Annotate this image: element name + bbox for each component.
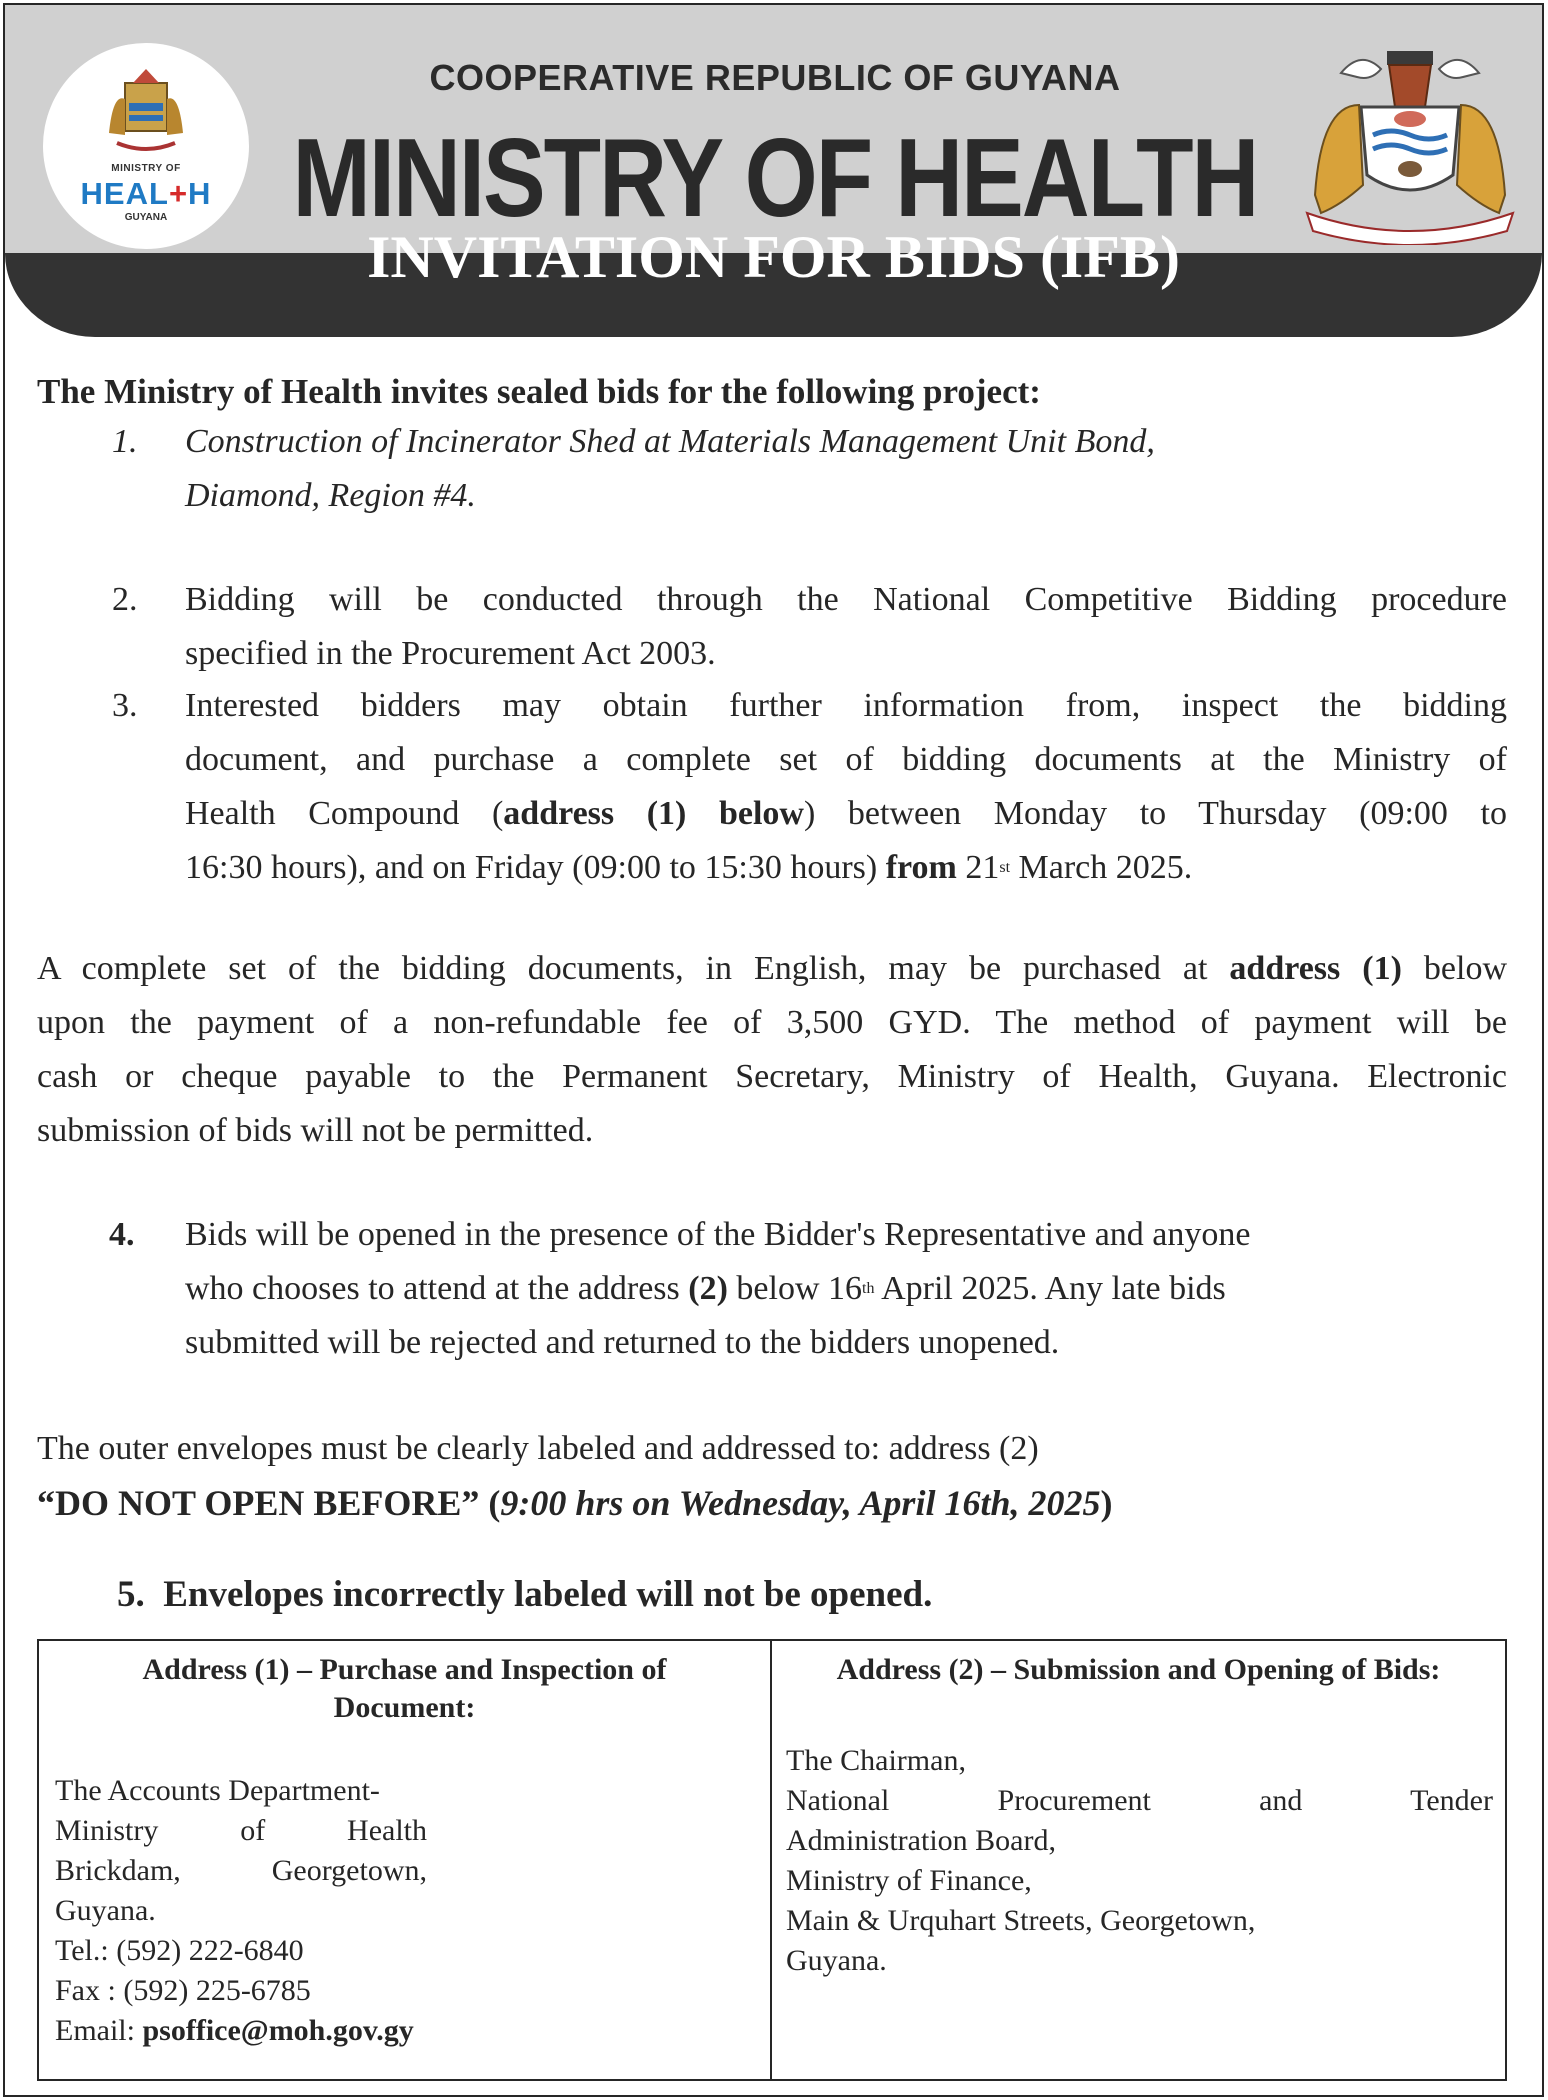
item-1-line-2: Diamond, Region #4. [185,477,476,514]
address-1-heading: Address (1) – Purchase and Inspection of Document: [142,1653,667,1724]
list-number: 2. [112,581,138,618]
address-1-cell [39,1641,772,2079]
do-not-open-label: “DO NOT OPEN BEFORE” [37,1483,480,1523]
list-item-3 [37,679,1507,895]
address-1-line: Guyana. [55,1894,156,1927]
address-1-email-line [55,2011,427,2051]
address-1-lines [55,1771,427,2051]
item-3-date-day: 21 [956,849,1000,886]
address-2-line: The Chairman, [786,1744,966,1777]
item-3-line-3-a: Health Compound ( [185,795,504,832]
address-2-line: Ministry of Finance, [786,1864,1032,1897]
para-line-4: submission of bids will not be permitted. [37,1112,594,1149]
para-line-1-c: below [1401,950,1507,987]
item-3-line-4 [185,841,1507,895]
para-line-1-a: A complete set of the bidding documents, in English, may be purchased at [37,950,1230,987]
item-3-date-rest: March 2025. [1010,849,1193,886]
guyana-coat-of-arms-icon [1301,45,1519,245]
logo-health-part-c: H [188,176,212,211]
email-address-link[interactable]: psoffice@moh.gov.gy [142,2014,414,2047]
outer-line-1: The outer envelopes must be clearly labeled and addressed to: address (2) [37,1430,1039,1467]
address-1-phone: Tel.: (592) 222-6840 [55,1934,304,1967]
address-1-line: Brickdam, Georgetown, [55,1854,427,1887]
address-1-reference: address (1) below [503,795,804,832]
ordinal-suffix: th [862,1280,875,1297]
logo-guyana-text: GUYANA [124,212,168,223]
address-2-line: Guyana. [786,1944,887,1977]
item-3-line-2: document, and purchase a complete set of bidding documents at the Ministry of [185,741,1507,778]
ifb-notice [3,3,1544,2097]
list-number: 5. [117,1574,145,1615]
item-4-line-1: Bids will be opened in the presence of the Bidder's Representative and anyone [185,1216,1251,1253]
item-4-date-day: below 16 [727,1270,863,1307]
list-item-5 [117,1568,932,1622]
logo-health-part-a: HEAL [80,176,169,211]
purchase-paragraph [37,942,1507,1158]
open-paren: ( [479,1483,501,1523]
opening-datetime: 9:00 hrs on Wednesday, April 16th, 2025 [500,1483,1101,1523]
item-4-line-2-d: April 2025. Any late bids [874,1270,1226,1307]
ifb-title: INVITATION FOR BIDS (IFB) [367,224,1180,290]
close-paren: ) [1100,1483,1113,1523]
ordinal-suffix: st [999,859,1011,876]
list-item-1 [37,415,1507,523]
item-5-text: Envelopes incorrectly labeled will not be opened. [163,1574,933,1615]
list-number: 4. [109,1216,135,1253]
address-1-fax: Fax : (592) 225-6785 [55,1974,311,2007]
address-2-line: Administration Board, [786,1824,1056,1857]
para-line-2: upon the payment of a non-refundable fee of 3,500 GYD. The method of payment will be [37,1004,1507,1041]
address-1-line: The Accounts Department- [55,1774,380,1807]
item-4-line-2-a: who chooses to attend at the address [185,1270,689,1307]
logo-cross-icon: + [168,176,189,211]
address-1-line: Ministry of Health [55,1814,427,1847]
outer-line-2 [37,1476,1507,1530]
item-4-line-3: submitted will be rejected and returned to the bidders unopened. [185,1324,1060,1361]
item-2-line-1: Bidding will be conducted through the National Competitive Bidding procedure [185,581,1507,618]
address-2-line: National Procurement and Tender [786,1784,1493,1817]
para-line-3: cash or cheque payable to the Permanent Secretary, Ministry of Health, Guyana. Electronic [37,1058,1507,1095]
country-name: COOPERATIVE REPUBLIC OF GUYANA [429,57,1121,98]
address-2-cell [772,1641,1505,2079]
item-3-line-4-a: 16:30 hours), and on Friday (09:00 to 15:30 hours) [185,849,886,886]
address-2-reference: (2) [688,1270,728,1307]
item-3-line-1: Interested bidders may obtain further information from, inspect the bidding [185,687,1507,724]
ministry-name: MINISTRY OF HEALTH [292,115,1258,240]
para-line-1 [37,942,1507,996]
list-number: 1. [112,423,138,460]
ministry-of-health-logo [43,43,249,249]
header-band [5,5,1542,253]
outer-envelope-instructions [37,1422,1507,1530]
list-item-2 [37,573,1507,681]
logo-health-text [43,176,249,212]
item-3-line-3 [185,787,1507,841]
item-1-line-1: Construction of Incinerator Shed at Materials Management Unit Bond, [185,423,1155,460]
list-item-4 [37,1208,1467,1370]
item-4-line-2 [185,1262,1467,1316]
intro-text: The Ministry of Health invites sealed bids for the following project: [37,372,1041,411]
address-1-reference: address (1) [1229,950,1402,987]
address-2-line: Main & Urquhart Streets, Georgetown, [786,1904,1256,1937]
email-label: Email: [55,2014,143,2047]
list-number: 3. [112,687,138,724]
logo-ministry-of-text: MINISTRY OF [111,163,181,174]
address-table [37,1639,1507,2081]
item-2-line-2: specified in the Procurement Act 2003. [185,635,716,672]
ifb-title-band [5,224,1542,337]
from-word: from [885,849,957,886]
address-2-lines [786,1741,1493,1981]
item-3-line-3-c: ) between Monday to Thursday (09:00 to [803,795,1507,832]
address-2-heading: Address (2) – Submission and Opening of Bids: [836,1653,1441,1686]
